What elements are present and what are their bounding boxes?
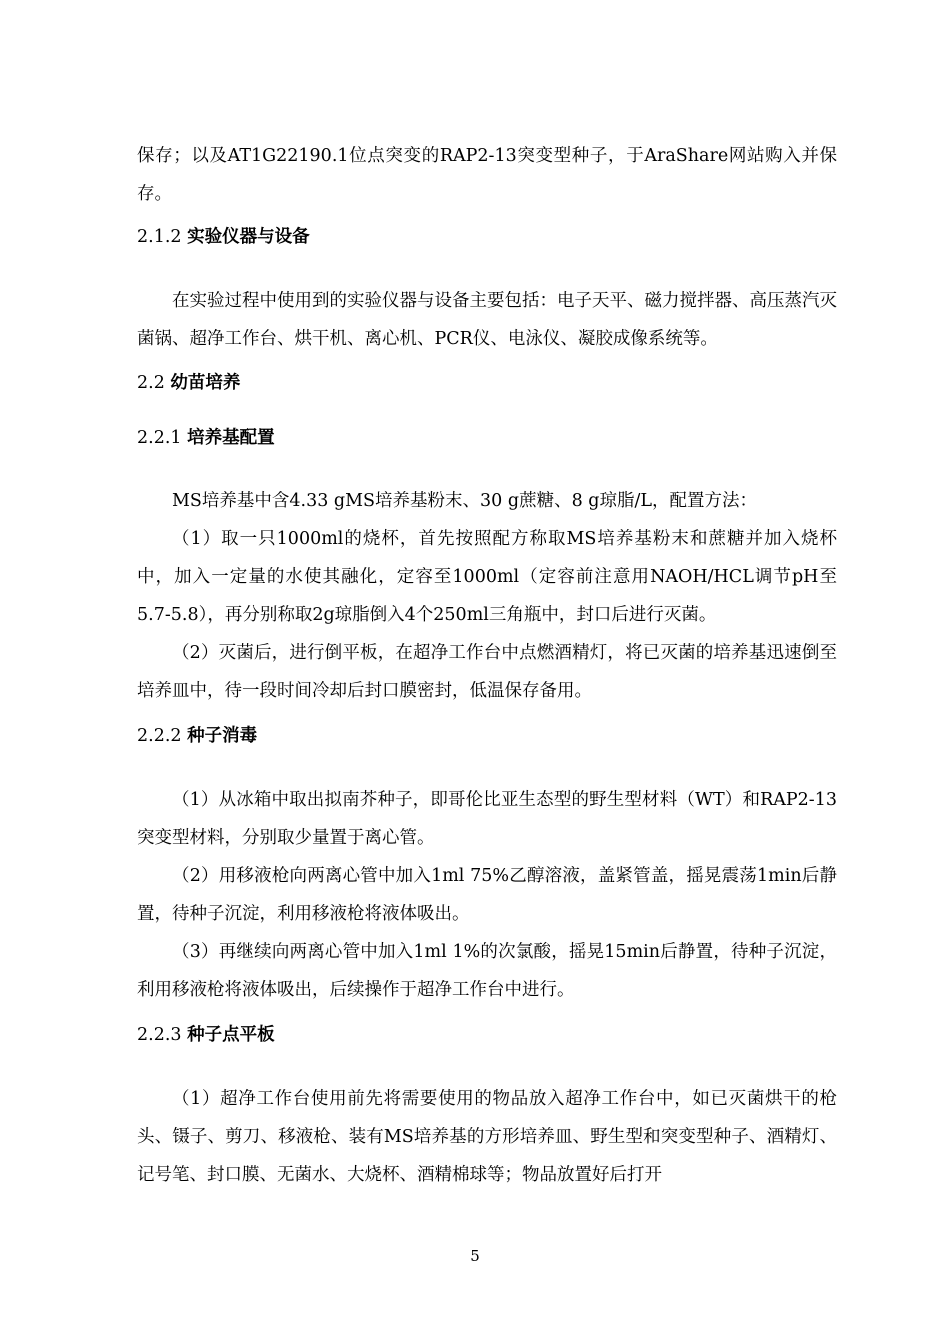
section-title: 实验仪器与设备: [187, 227, 310, 247]
section-title: 培养基配置: [187, 428, 275, 448]
body-paragraph: MS培养基中含4.33 gMS培养基粉末、30 g蔗糖、8 g琼脂/L，配置方法：: [172, 491, 757, 511]
section-heading: [137, 425, 275, 451]
section-heading: [137, 224, 310, 250]
body-paragraph: （1）从冰箱中取出拟南芥种子，即哥伦比亚生态型的野生型材料（WT）和RAP2-13突变型材料，分别取少量置于离心管。: [137, 790, 837, 848]
section-heading: [137, 1022, 275, 1048]
section-number: 2.1.2: [137, 227, 188, 247]
section-number: 2.2.1: [137, 428, 188, 448]
section-title: 种子消毒: [187, 726, 258, 746]
body-paragraph: 保存；以及AT1G22190.1位点突变的RAP2-13突变型种子，于AraShare网站购入并保存。: [137, 146, 837, 204]
section-number: 2.2.2: [137, 726, 188, 746]
section-heading: [137, 370, 240, 396]
page-number: 5: [470, 1247, 480, 1265]
section-title: 幼苗培养: [170, 373, 241, 393]
section-title: 种子点平板: [187, 1025, 275, 1045]
section-number: 2.2.3: [137, 1025, 188, 1045]
body-paragraph: （1）取一只1000ml的烧杯，首先按照配方称取MS培养基粉末和蔗糖并加入烧杯中，加入一定量的水使其融化，定容至1000ml（定容前注意用NAOH/HCL调节pH至5.7-5.8），再分别称取2g琼脂倒入4个250ml三角瓶中，封口后进行灭菌。: [137, 529, 837, 625]
section-heading: [137, 723, 257, 749]
section-number: 2.2: [137, 373, 171, 393]
body-paragraph: （2）用移液枪向两离心管中加入1ml 75%乙醇溶液，盖紧管盖，摇晃震荡1min后静置，待种子沉淀，利用移液枪将液体吸出。: [137, 866, 837, 924]
body-paragraph: 在实验过程中使用到的实验仪器与设备主要包括：电子天平、磁力搅拌器、高压蒸汽灭菌锅、超净工作台、烘干机、离心机、PCR仪、电泳仪、凝胶成像系统等。: [137, 291, 837, 349]
body-paragraph: （1）超净工作台使用前先将需要使用的物品放入超净工作台中，如已灭菌烘干的枪头、镊子、剪刀、移液枪、装有MS培养基的方形培养皿、野生型和突变型种子、酒精灯、记号笔、封口膜、无菌水、大烧杯、酒精棉球等；物品放置好后打开: [137, 1089, 837, 1185]
body-paragraph: （3）再继续向两离心管中加入1ml 1%的次氯酸，摇晃15min后静置，待种子沉淀，利用移液枪将液体吸出，后续操作于超净工作台中进行。: [137, 942, 837, 1000]
body-paragraph: （2）灭菌后，进行倒平板，在超净工作台中点燃酒精灯，将已灭菌的培养基迅速倒至培养皿中，待一段时间冷却后封口膜密封，低温保存备用。: [137, 643, 837, 701]
